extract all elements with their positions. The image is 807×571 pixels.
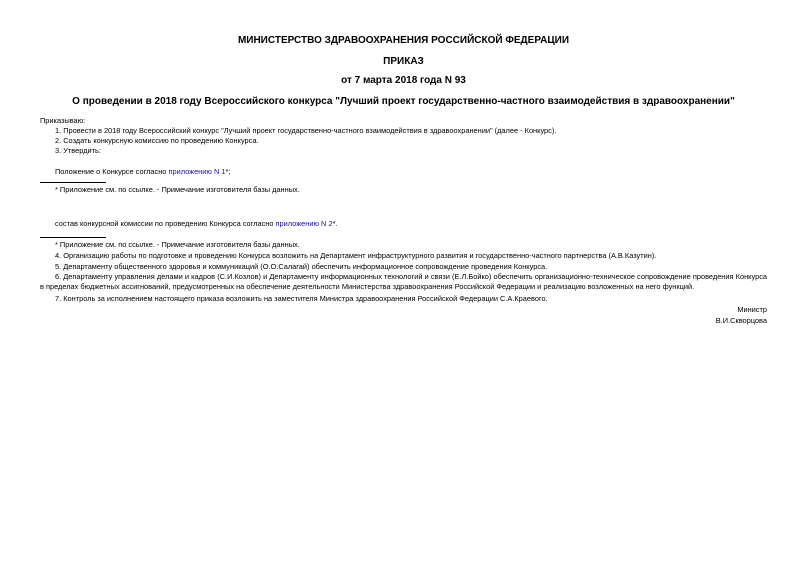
appendix-1-link[interactable]: приложению N 1 — [168, 167, 226, 176]
item-6: 6. Департаменту управления делами и кадров (С.И.Козлов) и Департаменту информационных технологий и связи (Е.Л.Бойко) обеспечить организационно-техническое сопровождение проведения Конкурса в пределах бюджетных ассигнований, предусмотренных на обеспечение деятельности Министерства здравоохранения Российской Федерации и реализацию возложенных на него функций. — [40, 272, 767, 291]
ministry-heading: МИНИСТЕРСТВО ЗДРАВООХРАНЕНИЯ РОССИЙСКОЙ ФЕДЕРАЦИИ — [237, 35, 570, 46]
footnote-1: * Приложение см. по ссылке. - Примечание изготовителя базы данных. — [55, 185, 300, 194]
item-5: 5. Департаменту общественного здоровья и коммуникаций (О.О.Салагай) обеспечить информационное сопровождение проведения Конкурса. — [55, 262, 548, 271]
item-7: 7. Контроль за исполнением настоящего приказа возложить на заместителя Министра здравоохранения Российской Федерации С.А.Краевого. — [55, 294, 548, 303]
item-2: 2. Создать конкурсную комиссию по проведению Конкурса. — [55, 136, 259, 145]
approve-item-2-suffix: *. — [332, 219, 338, 228]
approve-item-1-text: Положение о Конкурсе согласно — [55, 167, 169, 176]
signature-position: Министр — [737, 305, 767, 314]
date-number-heading: от 7 марта 2018 года N 93 — [341, 75, 466, 86]
footnote-2: * Приложение см. по ссылке. - Примечание изготовителя базы данных. — [55, 240, 300, 249]
footnote-separator-1 — [40, 182, 106, 183]
item-1: 1. Провести в 2018 году Всероссийский конкурс "Лучший проект государственно-частного взаимодействия в здравоохранении" (далее - Конкурс). — [55, 126, 557, 135]
item-3: 3. Утвердить: — [55, 146, 101, 155]
appendix-2-link[interactable]: приложению N 2 — [275, 219, 333, 228]
intro-text: Приказываю: — [40, 116, 86, 125]
item-4: 4. Организацию работы по подготовке и проведению Конкурса возложить на Департамент инфраструктурного развития и государственно-частного партнерства (А.В.Казутин). — [55, 251, 657, 260]
document-title: О проведении в 2018 году Всероссийского конкурса "Лучший проект государственно-частного взаимодействия в здравоохранении" — [72, 96, 735, 107]
approve-item-2-text: состав конкурсной комиссии по проведению Конкурса согласно — [55, 219, 276, 228]
footnote-separator-2 — [40, 237, 106, 238]
approve-item-1-suffix: *; — [225, 167, 231, 176]
approve-item-1 — [55, 167, 230, 177]
approve-item-2 — [55, 219, 338, 229]
signature-name: В.И.Скворцова — [715, 316, 767, 325]
doc-type-heading: ПРИКАЗ — [383, 56, 424, 67]
